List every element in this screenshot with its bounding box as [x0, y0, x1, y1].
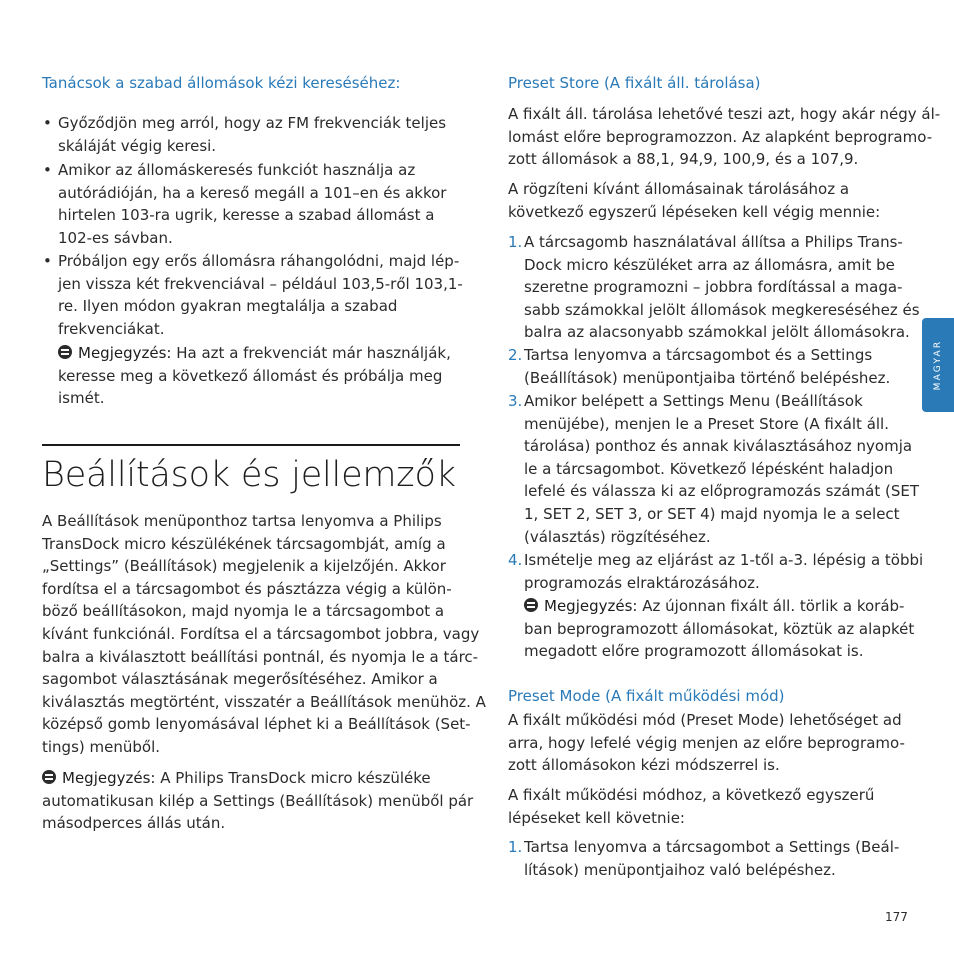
note-label: Megjegyzés:	[78, 344, 172, 362]
step-item: 4. Ismételje meg az eljárást az 1-től a-3. lépésig a többi programozás elraktározásához.	[508, 551, 924, 592]
note-block: Megjegyzés: Az újonnan fixált áll. törlik a koráb- ban beprogramozott állomásokat, köztük az alapkét megadott előre programozott állomásokat is.	[524, 597, 915, 661]
list-item: • Amikor az állomáskeresés funkciót használja az autórádióján, ha a kereső megáll a 101–en és akkor hirtelen 103-ra ugrik, keresse a szabad állomást a 102-es sávban.	[43, 161, 447, 247]
step-number: 4.	[508, 551, 523, 569]
paragraph: A fixált működési módhoz, a következő egyszerű lépéseket kell követnie:	[508, 786, 875, 827]
preset-store-heading: Preset Store (A fixált áll. tárolása)	[508, 74, 761, 92]
note-icon	[524, 598, 538, 612]
note-icon	[58, 345, 72, 359]
step-item: 2. Tartsa lenyomva a tárcsagombot és a Settings (Beállítások) menüpontjaiba történő belépéshez.	[508, 346, 891, 387]
note-label: Megjegyzés:	[544, 597, 638, 615]
page-number: 177	[885, 910, 908, 924]
paragraph: A fixált működési mód (Preset Mode) lehetőséget ad arra, hogy lefelé végig menjen az előre beprogramo- zott állomásokon kézi módszerrel is.	[508, 711, 905, 775]
bullet-icon: •	[43, 114, 52, 132]
note-label: Megjegyzés:	[62, 769, 156, 787]
bullet-icon: •	[43, 161, 52, 179]
note-block: Megjegyzés: A Philips TransDock micro készüléke automatikusan kilép a Settings (Beállítások) menüből pár másodperces állás után.	[42, 769, 474, 833]
step-item: 1. A tárcsagomb használatával állítsa a Philips Trans- Dock micro készüléket arra az állomásra, amit be szeretne programozni – jobbra fordítással a maga- sabb számokkal jelölt állomások megkereséséhez és balra az alacsonyabb számokkal jelölt állomásokra.	[508, 233, 920, 342]
bullet-icon: •	[43, 252, 52, 270]
step-number: 1.	[508, 838, 523, 856]
paragraph: A fixált áll. tárolása lehetővé teszi azt, hogy akár négy ál- lomást előre beprogramozzon. Az alapként beprogramo- zott állomások a 88,1, 94,9, 100,9, és a 107,9.	[508, 105, 941, 169]
tips-heading: Tanácsok a szabad állomások kézi kereséséhez:	[42, 74, 401, 92]
section-divider	[42, 444, 460, 446]
intro-paragraph: A Beállítások menüponthoz tartsa lenyomva a Philips TransDock micro készülékének tárcsagombját, amíg a „Settings” (Beállítások) megjelenik a kijelzőjén. Akkor fordítsa el a tárcsagombot és pásztázza végig a külön- böző beállításokon, majd nyomja le a tárcsagombot a kívánt funkciónál. Fordítsa el a tárcsagombot jobbra, vagy balra a kiválasztott beállítási pontnál, és nyomja le a tárc- sagombot választásának megerősítéséhez. Amikor a kiválasztás megtörtént, visszatér a Beállítások menühöz. A középső gomb lenyomásával léphet ki a Beállítások (Set- tings) menüből.	[42, 512, 486, 756]
step-number: 1.	[508, 233, 523, 251]
language-tab	[922, 318, 954, 412]
paragraph: A rögzíteni kívánt állomásainak tárolásához a következő egyszerű lépéseken kell végig mennie:	[508, 180, 881, 221]
step-item: 1. Tartsa lenyomva a tárcsagombot a Settings (Beál- lítások) menüpontjaihoz való belépéshez.	[508, 838, 900, 879]
language-tab-label: MAGYAR	[933, 339, 943, 391]
preset-mode-heading: Preset Mode (A fixált működési mód)	[508, 687, 785, 705]
page-title: Beállítások és jellemzők	[42, 455, 456, 495]
list-item: • Próbáljon egy erős állomásra ráhangolódni, majd lép- jen vissza két frekvenciával – például 103,5-ről 103,1- re. Ilyen módon gyakran megtalálja a szabad frekvenciákat.	[43, 252, 463, 338]
note-icon	[42, 770, 56, 784]
step-number: 3.	[508, 392, 523, 410]
step-item: 3. Amikor belépett a Settings Menu (Beállítások menüjébe), menjen le a Preset Store (A fixált áll. tárolása) ponthoz és annak kiválasztásához nyomja le a tárcsagombot. Következő lépésként haladjon lefelé és válassza ki az előprogramozás számát (SET 1, SET 2, SET 3, or SET 4) majd nyomja le a select (választás) rögzítéséhez.	[508, 392, 920, 546]
step-number: 2.	[508, 346, 523, 364]
list-item: • Győződjön meg arról, hogy az FM frekvenciák teljes skáláját végig keresi.	[43, 114, 447, 155]
note-block: Megjegyzés: Ha azt a frekvenciát már használják, keresse meg a következő állomást és próbálja meg ismét.	[58, 344, 451, 408]
